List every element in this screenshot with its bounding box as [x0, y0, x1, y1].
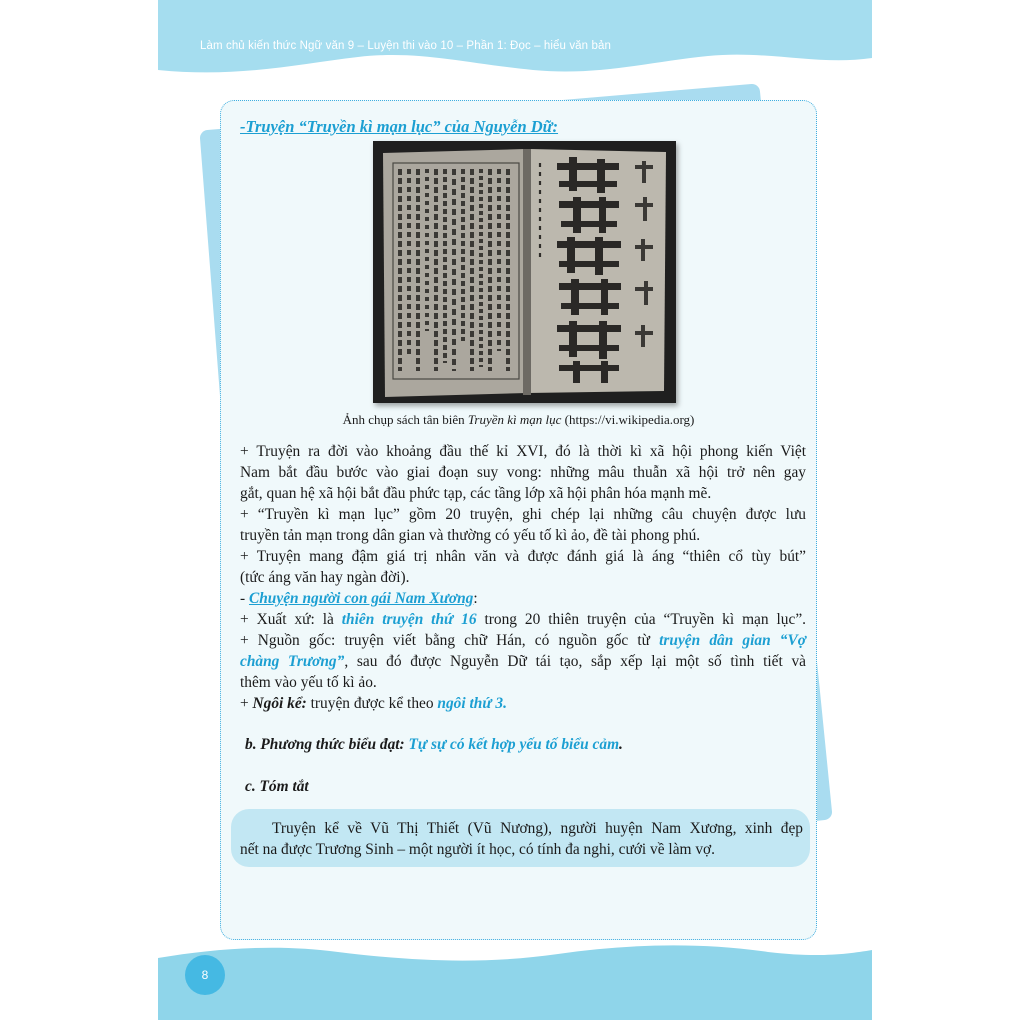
period: . [619, 736, 623, 753]
story-title: Chuyện người con gái Nam Xương [248, 590, 474, 607]
method-label: b. Phương thức biểu đạt: [245, 736, 409, 753]
origin-line [240, 609, 806, 630]
text-segment: , sau đó được Nguyễn Dữ tái tạo, sắp xếp lại một số tình tiết và [344, 653, 806, 670]
highlight-segment: ngôi thứ 3. [437, 695, 507, 712]
header-title: Làm chủ kiến thức Ngữ văn 9 – Luyện thi vào 10 – Phần 1: Đọc – hiểu văn bản [200, 40, 611, 52]
bullet-plus: + [240, 695, 253, 712]
source-line [240, 630, 806, 651]
caption-book-title: Truyền kì mạn lục [467, 412, 562, 427]
body-line: Nam bắt đầu bước vào giai đoạn suy vong: những mâu thuẫn xã hội trở nên gay [240, 464, 806, 481]
summary-box [231, 809, 810, 867]
source-line-continued [240, 651, 806, 672]
text-segment: truyện được kể theo [306, 695, 438, 712]
summary-heading: c. Tóm tắt [245, 778, 309, 795]
summary-line: nết na được Trương Sinh – một người ít học, có tính đa nghi, cưới về làm vợ. [240, 841, 716, 858]
section-title: -Truyện “Truyền kì mạn lục” của Nguyễn Dữ: [240, 117, 559, 136]
summary-line: Truyện kể về Vũ Thị Thiết (Vũ Nương), người huyện Nam Xương, xinh đẹp [272, 820, 803, 837]
page-number: 8 [185, 955, 225, 995]
body-line: gắt, quan hệ xã hội bắt đầu phức tạp, các tầng lớp xã hội phân hóa mạnh mẽ. [240, 485, 712, 502]
body-line: (tức áng văn hay ngàn đời). [240, 569, 410, 586]
book-photo [373, 141, 676, 403]
photo-caption [220, 411, 817, 429]
colon: : [473, 590, 478, 607]
text-segment: + Nguồn gốc: truyện viết bằng chữ Hán, có nguồn gốc từ [240, 632, 660, 649]
body-line: + Truyện mang đậm giá trị nhân văn và được đánh giá là áng “thiên cổ tùy bút” [240, 548, 806, 565]
highlight-segment: truyện dân gian “Vợ [659, 632, 806, 649]
bullet-dash: - [240, 590, 249, 607]
body-line: + “Truyền kì mạn lục” gồm 20 truyện, ghi chép lại những câu chuyện được lưu [240, 506, 806, 523]
body-line: + Truyện ra đời vào khoảng đầu thế kỉ XVI, đó là thời kì xã hội phong kiến Việt [240, 443, 806, 460]
footer-band [158, 940, 872, 1020]
text-segment: trong 20 thiên truyện của “Truyền kì mạn lục”. [476, 611, 806, 628]
subsection-heading [240, 588, 806, 609]
highlight-segment: chàng Trương” [240, 653, 345, 670]
narrator-label: Ngôi kể: [252, 695, 307, 712]
caption-source: (https://vi.wikipedia.org) [561, 412, 695, 427]
text-segment: + Xuất xứ: là [240, 611, 342, 628]
expression-method [245, 734, 811, 755]
body-line: truyền tản mạn trong dân gian và thường có yếu tố kì ảo, đề tài phong phú. [240, 527, 701, 544]
highlight-segment: thiên truyện thứ 16 [341, 611, 477, 628]
body-line: thêm vào yếu tố kì ảo. [240, 674, 377, 691]
caption-prefix: Ảnh chụp sách tân biên [342, 412, 468, 427]
method-value: Tự sự có kết hợp yếu tố biểu cảm [408, 736, 620, 753]
narrator-line [240, 693, 806, 714]
